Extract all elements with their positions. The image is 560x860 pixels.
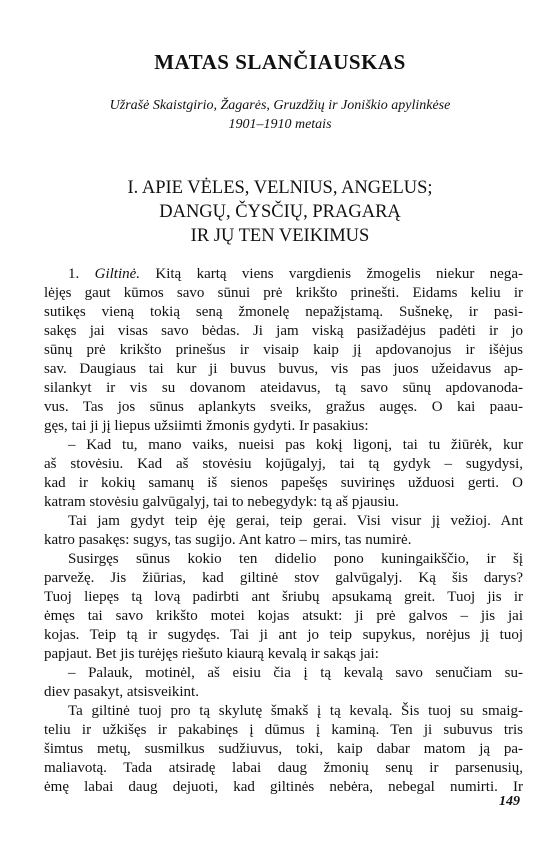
body-line: ėmęs tai savo krikšto motei kojas atsukt: ji prė galvos – jis jai <box>44 608 523 624</box>
section-heading-line-3: IR JŲ TEN VEIKIMUS <box>190 226 370 246</box>
collection-subtitle <box>60 96 500 134</box>
body-line: katram stovėsiu galvūgalyj, tai to nebegydyk: tą aš pjausiu. <box>44 494 399 510</box>
body-line: Tuoj liepęs tą lovą padirbti ant šriubų apsukamą greit. Tuoj jis ir <box>44 589 523 605</box>
author-name: MATAS SLANČIAUSKAS <box>154 50 406 74</box>
story-body <box>44 265 523 797</box>
body-line <box>44 265 523 284</box>
page-number: 149 <box>499 794 520 809</box>
body-line: sav. Daugiaus tai kur ji buvus buvus, vis pas juos užeidavus ap- <box>44 361 523 377</box>
body-line-text: Kitą kartą viens vargdienis žmogelis niekur nega- <box>140 266 523 282</box>
body-line: Susirgęs sūnus kokio ten didelio pono kuningaikščio, ir šį <box>68 551 523 567</box>
body-line: katro pasakęs: sugys, tas sugijo. Ant katro – mirs, tas numirė. <box>44 532 412 548</box>
body-line: lėjęs gaut kūmos savo sūnui prė krikšto prinešti. Eidams keliu ir <box>44 285 523 301</box>
body-line: sūnų prė krikšto prinešus ir visaip kaip jį apdovanojus ir išėjus <box>44 342 523 358</box>
body-line: kad ir kokių samanų iš sienos papešęs suvirinęs užduosi gerti. O <box>44 475 523 491</box>
body-line: maliavotą. Tada atsiradę labai daug žmonių senų ir parsenusių, <box>44 760 523 776</box>
body-line: Tai jam gydyt teip ėję gerai, teip gerai. Visi visur jį vežioj. Ant <box>68 513 523 529</box>
body-line: silankyt ir vis su dovanom ateidavus, tą savo sūnų apdovanoda- <box>44 380 523 396</box>
body-line: parvežę. Jis žiūrias, kad giltinė stov galvūgalyj. Ką šis darys? <box>44 570 523 586</box>
body-line: sutikęs vieną tokią seną žmonelę nepažįstamą. Sušnekę, ir pasi- <box>44 304 523 320</box>
body-line: šimtus metų, susmilkus sudžiuvus, toki, kaip dabar matom ją pa- <box>44 741 523 757</box>
body-line: papjaut. Bet jis turėjęs riešuto kiaurą kevalą ir sakąs jai: <box>44 646 379 662</box>
subtitle-line-1: Užrašė Skaistgirio, Žagarės, Gruzdžių ir Joniškio apylinkėse <box>109 98 451 113</box>
story-number: 1. <box>68 266 80 282</box>
body-line: kojas. Teip tą ir sugydęs. Tai ji ant jo teip supykus, norėjus jį tuoj <box>44 627 523 643</box>
body-line: teliu ir užkišęs ir pakabinęs į dūmus į kaminą. Ten ji subuvus tris <box>44 722 523 738</box>
body-line: diev pasakyt, atsisveikint. <box>44 684 199 700</box>
section-heading-line-2: DANGŲ, ČYSČIŲ, PRAGARĄ <box>159 202 401 222</box>
body-line: – Kad tu, mano vaiks, nueisi pas kokį ligonį, tai tu žiūrėk, kur <box>68 437 523 453</box>
body-line: Ta giltinė tuoj pro tą skylutę šmakš į tą kevalą. Šis tuoj su smaig- <box>68 703 523 719</box>
body-line: gęs, tai ji jį liepus užsiimti žmonis gydyti. Ir pasakius: <box>44 418 369 434</box>
body-line: sakęs jai visas savo bėdas. Ji jam viską pasižadėjus padėti ir jo <box>44 323 523 339</box>
body-line: ėmę labai daug dejuoti, kad giltinės nebėra, nebegal numirti. Ir <box>44 779 523 795</box>
body-line: vus. Tas jos sūnus aplankyts sveiks, gražus augęs. O kai paau- <box>44 399 523 415</box>
body-line: aš stovėsiu. Kad aš stovėsiu kojūgalyj, tai tą gydyk – sugydysi, <box>44 456 523 472</box>
body-line: – Palauk, motinėl, aš eisiu čia į tą kevalą savo senučiam su- <box>68 665 523 681</box>
subtitle-line-2: 1901–1910 metais <box>228 117 332 132</box>
section-heading <box>60 176 500 248</box>
section-heading-line-1: I. APIE VĖLES, VELNIUS, ANGELUS; <box>127 178 433 198</box>
story-title: Giltinė. <box>94 266 141 282</box>
